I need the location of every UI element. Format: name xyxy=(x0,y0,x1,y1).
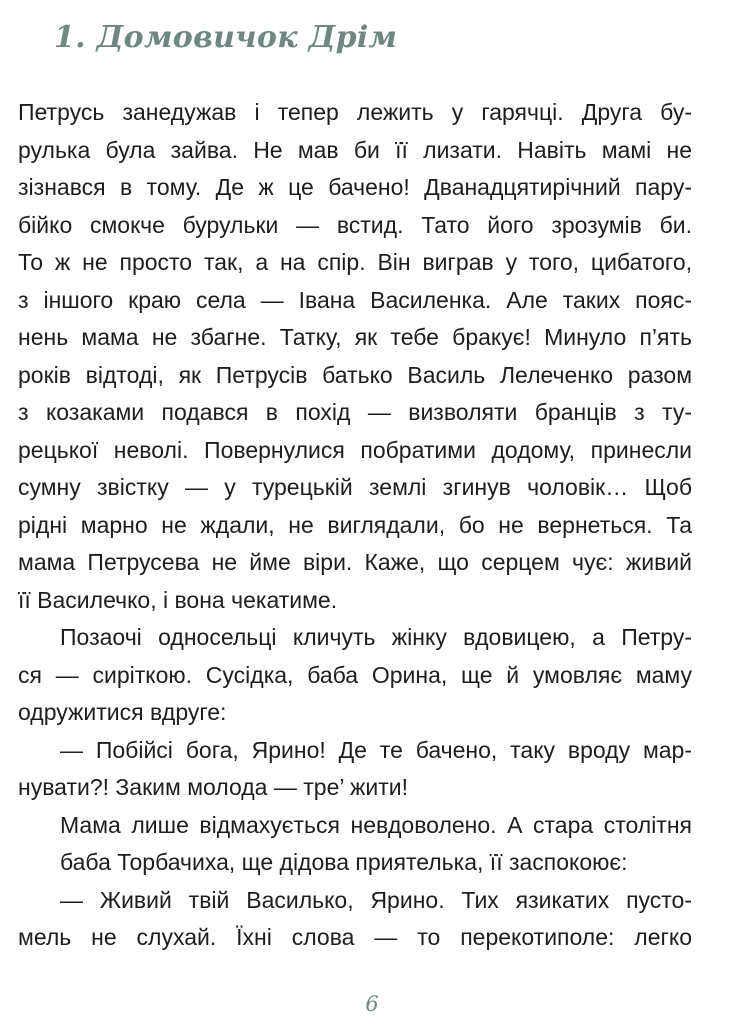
text-line: рулька була зайва. Не мав би її лизати. Навіть мамі не xyxy=(18,137,692,163)
text-line: років відтоді, як Петрусів батько Василь Лелеченко разом xyxy=(18,362,692,388)
text-line: То ж не просто так, а на спір. Він виграв у того, цибатого, xyxy=(18,249,692,275)
text-line: її Василечко, і вона чекатиме. xyxy=(18,587,338,613)
text-line: баба Торбачиха, ще дідова приятелька, її заспокоює: xyxy=(60,849,628,875)
text-line: рецької неволі. Повернулися побратими додому, принесли xyxy=(18,437,692,463)
text-line: — Побійсі бога, Ярино! Де те бачено, таку вроду мар- xyxy=(60,737,692,763)
text-line: нень мама не збагне. Татку, як тебе бракує! Минуло п’ять xyxy=(18,324,692,350)
text-line: Петрусь занедужав і тепер лежить у гарячці. Друга бу- xyxy=(18,99,692,125)
text-line: ся — сиріткою. Сусідка, баба Орина, ще й умовляє маму xyxy=(18,662,692,688)
text-line: зізнався в тому. Де ж це бачено! Дванадцятирічний пару- xyxy=(18,174,692,200)
text-line: Мама лише відмахується невдоволено. А стара столітня xyxy=(60,812,692,838)
text-line: — Живий твій Василько, Ярино. Тих язикатих пусто- xyxy=(60,887,692,913)
text-line: з козаками подався в похід — визволяти бранців з ту- xyxy=(18,399,692,425)
text-line: рідні марно не ждали, не виглядали, бо не вернеться. Та xyxy=(18,512,692,538)
text-line: бійко смокче бурульки — встид. Тато його зрозумів би. xyxy=(18,212,692,238)
text-line: нувати?! Заким молода — тре’ жити! xyxy=(18,774,409,800)
text-line: сумну звістку — у турецькій землі згинув чоловік… Щоб xyxy=(18,474,692,500)
text-line: мама Петрусева не йме віри. Каже, що серцем чує: живий xyxy=(18,549,692,575)
text-line: одружитися вдруге: xyxy=(18,699,227,725)
text-line: мель не слухай. Їхні слова — то перекотиполе: легко xyxy=(18,924,692,950)
text-line: Позаочі односельці кличуть жінку вдовицею, а Петру- xyxy=(60,624,692,650)
chapter-title: 1. Домовичок Дрім xyxy=(54,20,398,55)
text-line: з іншого краю села — Івана Василенка. Але таких пояс- xyxy=(18,287,692,313)
page-number: 6 xyxy=(365,992,379,1016)
